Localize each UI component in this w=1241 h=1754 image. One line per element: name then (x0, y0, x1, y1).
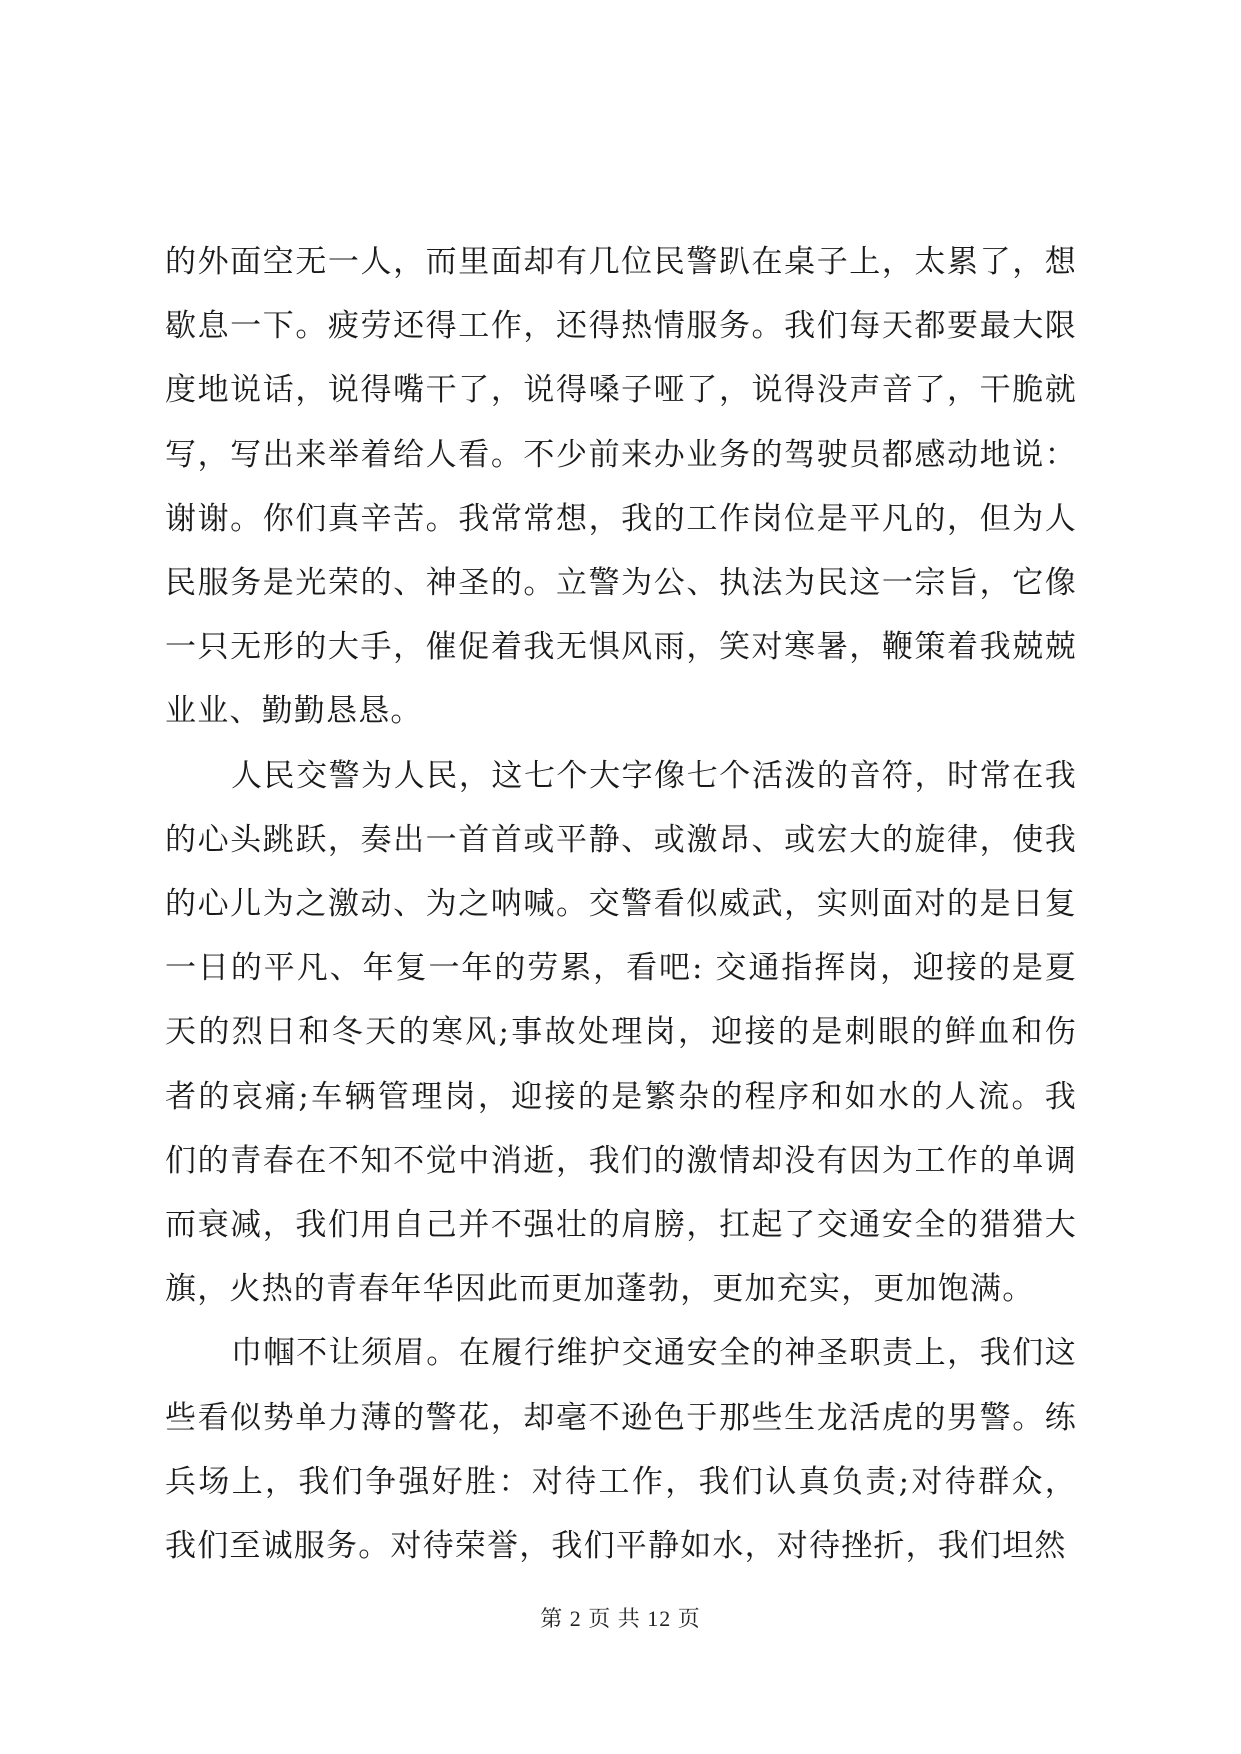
paragraph-2: 人民交警为人民，这七个大字像七个活泼的音符，时常在我的心头跳跃，奏出一首首或平静、或激昂、或宏大的旋律，使我的心儿为之激动、为之呐喊。交警看似威武，实则面对的是日复一日的平凡、年复一年的劳累，看吧: 交通指挥岗，迎接的是夏天的烈日和冬天的寒风;事故处理岗，迎接的是刺眼的鲜血和伤者的哀痛;车辆管理岗，迎接的是繁杂的程序和如水的人流。我们的青春在不知不觉中消逝，我们的激情却没有因为工作的单调而衰减，我们用自己并不强壮的肩膀，扛起了交通安全的猎猎大旗，火热的青春年华因此而更加蓬勃，更加充实，更加饱满。 (165, 757, 1077, 1308)
paragraph-3: 巾帼不让须眉。在履行维护交通安全的神圣职责上，我们这些看似势单力薄的警花，却毫不逊色于那些生龙活虎的男警。练兵场上，我们争强好胜：对待工作，我们认真负责;对待群众，我们至诚服务。对待荣誉，我们平静如水，对待挫折，我们坦然 (165, 1335, 1077, 1565)
document-body (165, 230, 1077, 1578)
paragraph-1: 的外面空无一人，而里面却有几位民警趴在桌子上，太累了，想歇息一下。疲劳还得工作，还得热情服务。我们每天都要最大限度地说话，说得嘴干了，说得嗓子哑了，说得没声音了，干脆就写，写出来举着给人看。不少前来办业务的驾驶员都感动地说：谢谢。你们真辛苦。我常常想，我的工作岗位是平凡的，但为人民服务是光荣的、神圣的。立警为公、执法为民这一宗旨，它像一只无形的大手，催促着我无惧风雨，笑对寒暑，鞭策着我兢兢业业、勤勤恳恳。 (165, 244, 1077, 730)
page-number-footer: 第 2 页 共 12 页 (540, 1606, 701, 1631)
